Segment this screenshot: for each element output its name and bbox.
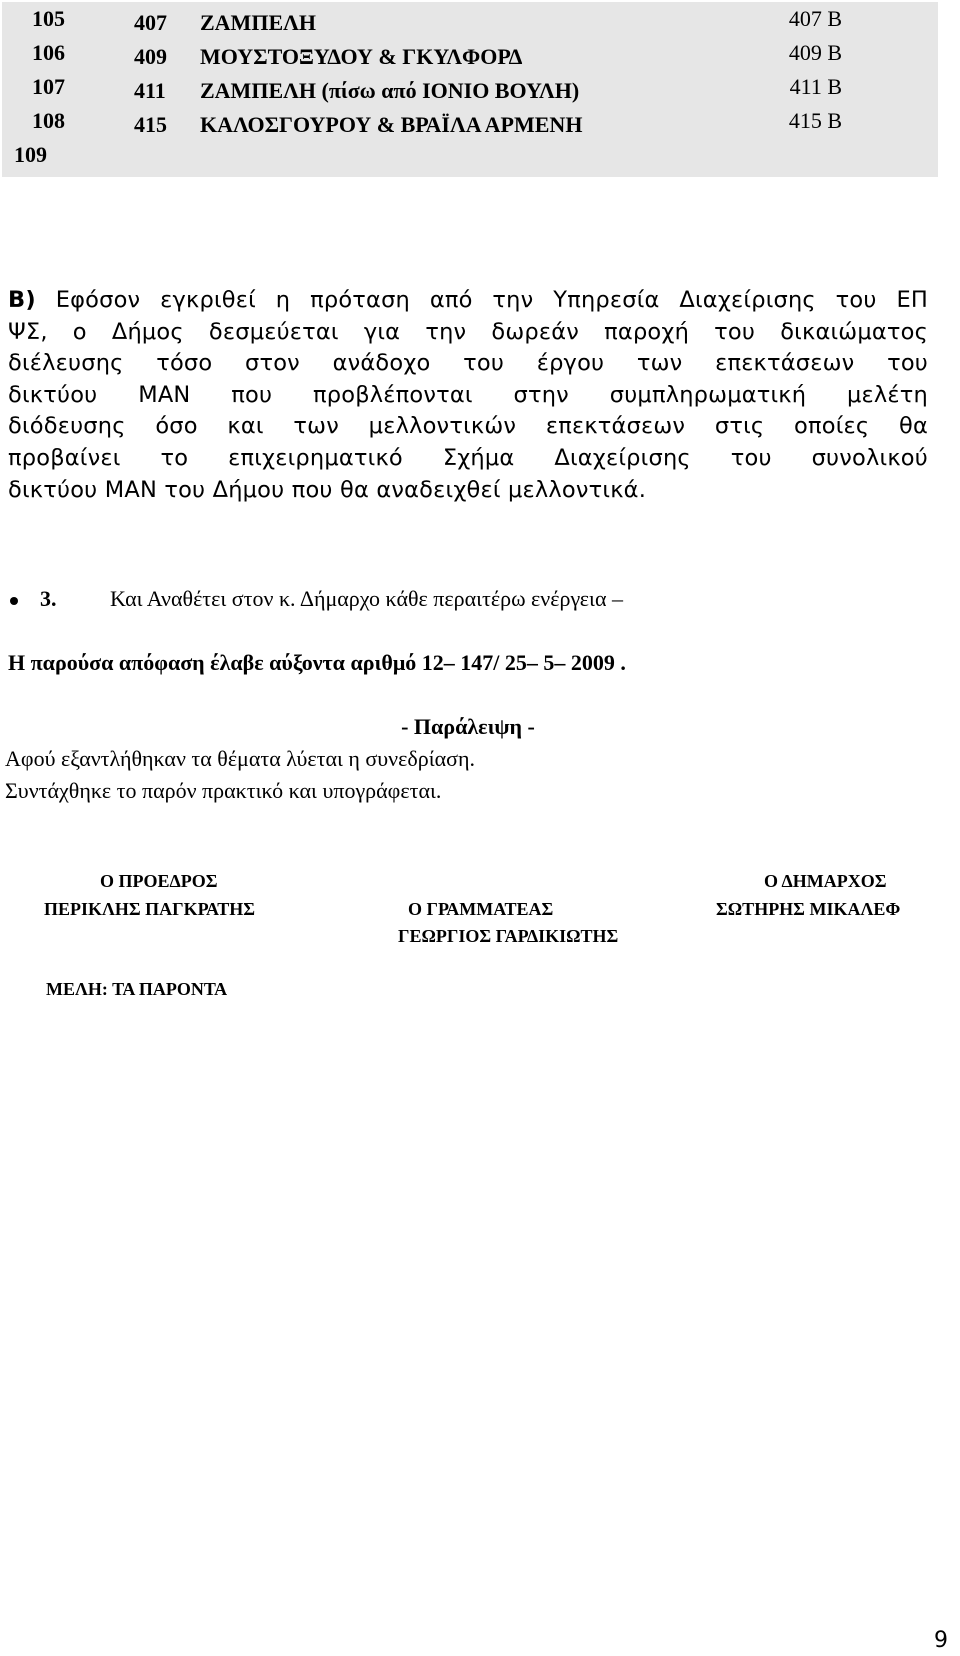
row-number: 105 bbox=[32, 6, 65, 31]
table-row bbox=[2, 142, 938, 174]
bullet-icon bbox=[10, 597, 18, 605]
paragraph-lead: Β) bbox=[8, 287, 36, 313]
page-number: 9 bbox=[934, 1628, 948, 1653]
table-row bbox=[2, 108, 938, 140]
street-table bbox=[2, 2, 938, 177]
decision-statement: Η παρούσα απόφαση έλαβε αύξοντα αριθμό 12– 147/ 25– 5– 2009 . bbox=[8, 650, 626, 675]
paragraph-line bbox=[8, 285, 928, 317]
item-number: 3. bbox=[40, 586, 57, 611]
street-name: ΖΑΜΠΕΛΗ bbox=[200, 10, 316, 35]
mayor-title: Ο ΔΗΜΑΡΧΟΣ bbox=[764, 871, 887, 891]
paragraph-line: δικτύου MAN που προβλέπονται στην συμπληρωματική μελέτη bbox=[8, 381, 928, 408]
table-row bbox=[2, 74, 938, 106]
president-title: Ο ΠΡΟΕΔΡΟΣ bbox=[100, 871, 218, 891]
paragraph-line: διέλευσης τόσο στον ανάδοχο του έργου των επεκτάσεων του bbox=[8, 350, 928, 377]
row-number: 107 bbox=[32, 74, 65, 99]
row-number: 108 bbox=[32, 108, 65, 133]
president-name: ΠΕΡΙΚΛΗΣ ΠΑΓΚΡΑΤΗΣ bbox=[44, 899, 256, 919]
paragraph-line: προβαίνει το επιχειρηματικό Σχήμα Διαχείρισης του συνολικού bbox=[8, 444, 928, 471]
street-ref: 415 Β bbox=[788, 108, 842, 133]
omission-heading: - Παράλειψη - bbox=[401, 714, 535, 739]
item-text: Και Αναθέτει στον κ. Δήμαρχο κάθε περαιτέρω ενέργεια – bbox=[110, 586, 623, 611]
street-code: 411 bbox=[134, 78, 166, 103]
table-row bbox=[2, 40, 938, 72]
mayor-name: ΣΩΤΗΡΗΣ ΜΙΚΑΛΕΦ bbox=[716, 899, 901, 919]
paragraph-line: δικτύου MAN του Δήμου που θα αναδειχθεί μελλοντικά. bbox=[8, 476, 647, 503]
row-number: 106 bbox=[32, 40, 65, 65]
street-code: 407 bbox=[134, 10, 167, 35]
closing-line: Αφού εξαντλήθηκαν τα θέματα λύεται η συνεδρίαση. bbox=[5, 746, 476, 771]
street-ref: 409 Β bbox=[788, 40, 842, 65]
row-number: 109 bbox=[14, 142, 47, 167]
members-label: ΜΕΛΗ: ΤΑ ΠΑΡΟΝΤΑ bbox=[46, 979, 228, 999]
street-ref: 407 Β bbox=[788, 6, 842, 31]
street-code: 415 bbox=[134, 112, 167, 137]
street-name: ΚΑΛΟΣΓΟΥΡΟΥ & ΒΡΑΪΛΑ ΑΡΜΕΝΗ bbox=[200, 112, 583, 137]
secretary-name: ΓΕΩΡΓΙΟΣ ΓΑΡΔΙΚΙΩΤΗΣ bbox=[398, 926, 619, 946]
paragraph-line: ΨΣ, ο Δήμος δεσμεύεται για την δωρεάν παροχή του δικαιώματος bbox=[8, 318, 928, 345]
street-ref: 411 Β bbox=[789, 74, 842, 99]
street-name: ΜΟΥΣΤΟΞΥΔΟΥ & ΓΚΥΛΦΟΡΔ bbox=[200, 44, 523, 69]
paragraph-line: διόδευσης όσο και των μελλοντικών επεκτάσεων στις οποίες θα bbox=[8, 413, 928, 440]
paragraph-line-text: Εφόσον εγκριθεί η πρόταση από την Υπηρεσία Διαχείρισης του ΕΠ bbox=[35, 287, 928, 313]
table-row bbox=[2, 6, 938, 38]
street-name: ΖΑΜΠΕΛΗ (πίσω από ΙΟΝΙΟ ΒΟΥΛΗ) bbox=[200, 78, 580, 103]
street-code: 409 bbox=[134, 44, 167, 69]
paragraph-b bbox=[8, 285, 928, 506]
secretary-title: Ο ΓΡΑΜΜΑΤΕΑΣ bbox=[408, 899, 554, 919]
closing-line: Συντάχθηκε το παρόν πρακτικό και υπογράφεται. bbox=[5, 778, 442, 803]
